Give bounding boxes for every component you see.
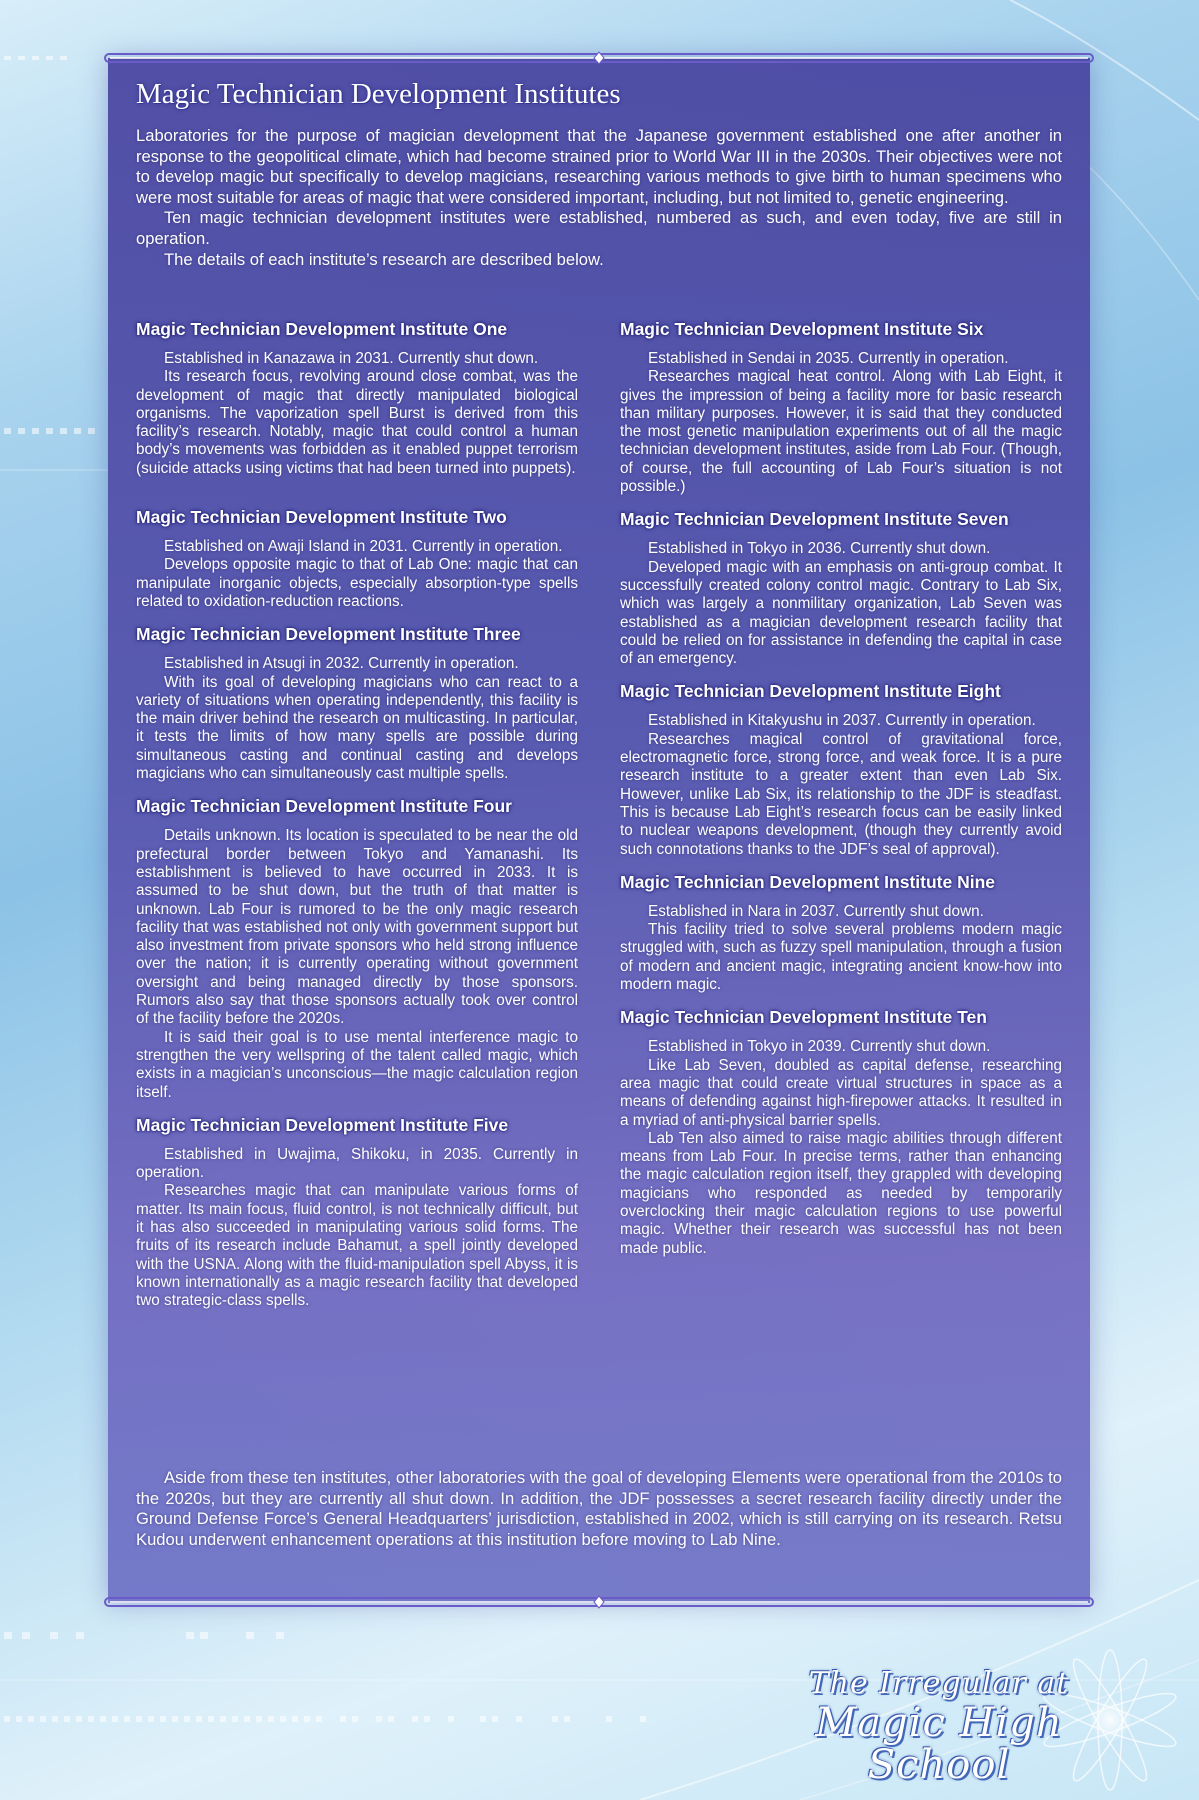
closing-block — [136, 1468, 1062, 1550]
logo-line-1: The Irregular at — [808, 1666, 1070, 1701]
section-paragraph: Researches magic that can manipulate various forms of matter. Its main focus, fluid control, is not technically difficult, but it has also succeeded in manipulating various solid forms. The fruits of its research include Bahamut, a spell jointly developed with the USNA. Along with the fluid-manipulation spell Abyss, it is known internationally as a magic research facility that developed two strategic-class spells. — [136, 1182, 578, 1310]
intro-paragraph: Ten magic technician development institutes were established, numbered as such, and even today, five are still in operation. — [136, 208, 1062, 248]
section-paragraph: Established in Tokyo in 2039. Currently shut down. — [648, 1038, 991, 1056]
section-paragraph: This facility tried to solve several problems modern magic struggled with, such as fuzzy spell manipulation, through a fusion of modern and ancient magic, integrating ancient know-how into modern magic. — [620, 921, 1062, 994]
section-heading: Magic Technician Development Institute Nine — [620, 871, 996, 892]
bottom-frame-ornament — [104, 1594, 1094, 1610]
section-heading: Magic Technician Development Institute Three — [136, 624, 521, 645]
institute-six-section — [620, 318, 1062, 496]
section-paragraph: Established in Uwajima, Shikoku, in 2035. Currently in operation. — [136, 1145, 578, 1182]
section-paragraph: Like Lab Seven, doubled as capital defense, researching area magic that could create virtual structures in space as a means of defending against high-firepower attacks. It resulted in a myriad of anti-physical barrier spells. — [620, 1056, 1062, 1129]
section-paragraph: Established on Awaji Island in 2031. Currently in operation. — [164, 538, 563, 556]
section-paragraph: Developed magic with an emphasis on anti-group combat. It successfully created colony control magic. Contrary to Lab Six, which was largely a nonmilitary organization, Lab Seven was established as a magician development research facility that could be relied on for assistance in defending the capital in case of an emergency. — [620, 558, 1062, 668]
section-paragraph: Lab Ten also aimed to raise magic abilities through different means from Lab Four. In precise terms, rather than enhancing the magic calculation region itself, they grappled with developing magicians who responded as needed by temporarily overclocking their magic calculation regions to use powerful magic. Whether their research was successful has not been made public. — [620, 1129, 1062, 1257]
institute-nine-section — [620, 871, 1062, 994]
right-column — [620, 318, 1062, 1258]
section-heading: Magic Technician Development Institute Two — [136, 507, 507, 528]
institute-ten-section — [620, 1006, 1062, 1258]
institute-seven-section — [620, 508, 1062, 668]
section-paragraph: Researches magical heat control. Along with Lab Eight, it gives the impression of being a facility more for basic research than military purposes. However, it is said that they conducted the most genetic manipulation experiments out of all the magic technician development institutes, aside from Lab Four. (Though, of course, the full accounting of Lab Four’s situation is not possible.) — [620, 368, 1062, 496]
closing-paragraph: Aside from these ten institutes, other laboratories with the goal of developing Elements were operational from the 2010s to the 2020s, but they are currently all shut down. In addition, the JDF possesses a secret research facility directly under the Ground Defense Force’s General Headquarters’ jurisdiction, established in 2002, which is still carrying on its research. Retsu Kudou underwent enhancement operations at this institution before moving to Lab Nine. — [136, 1468, 1062, 1549]
institute-one-section — [136, 318, 578, 478]
logo-line-2: Magic High School — [815, 1700, 1063, 1788]
institute-two-section — [136, 506, 578, 611]
section-paragraph: Established in Nara in 2037. Currently shut down. — [648, 902, 984, 920]
section-paragraph: Its research focus, revolving around close combat, was the development of magic that directly manipulated biological organisms. The vaporization spell Burst is derived from this facility’s research. Notably, magic that could control a human body’s movements was forbidden as it enabled puppet terrorism (suicide attacks using victims that had been turned into puppets). — [136, 368, 578, 477]
institute-three-section — [136, 623, 578, 783]
intro-paragraph: Laboratories for the purpose of magician development that the Japanese government established one after another in response to the geopolitical climate, which had become strained prior to World War III in the 2030s. Their objectives were not to develop magic but specifically to develop magicians, researching various methods to give birth to human specimens who were most suitable for areas of magic that were considered important, including, but not limited to, genetic engineering. — [136, 126, 1062, 207]
section-heading: Magic Technician Development Institute Five — [136, 1114, 509, 1135]
section-paragraph: Established in Kitakyushu in 2037. Currently in operation. — [648, 712, 1036, 730]
section-paragraph: It is said their goal is to use mental interference magic to strengthen the very wellspring of the talent called magic, which exists in a magician’s unconscious—the magic calculation region itself. — [136, 1028, 578, 1101]
institute-eight-section — [620, 680, 1062, 858]
section-paragraph: Researches magical control of gravitational force, electromagnetic force, strong force, and weak force. It is a pure research institute to a greater extent than even Lab Six. However, unlike Lab Six, its relationship to the JDF is steadfast. This is because Lab Eight’s research focus can be easily linked to nuclear weapons development, (though they currently avoid such connotations thanks to the JDF’s seal of approval). — [620, 730, 1062, 858]
left-column — [136, 318, 578, 1310]
section-paragraph: Established in Sendai in 2035. Currently in operation. — [648, 350, 1009, 367]
section-paragraph: With its goal of developing magicians who can react to a variety of situations when operating independently, this facility is the main driver behind the research on multicasting. In particular, it tests the limits of how many spells are possible during simultaneous casting and continual casting and develops magicians who can simultaneously cast multiple spells. — [136, 673, 578, 783]
institute-five-section — [136, 1114, 578, 1311]
section-heading: Magic Technician Development Institute Six — [620, 319, 984, 339]
section-paragraph: Develops opposite magic to that of Lab One: magic that can manipulate inorganic objects, especially absorption-type spells related to oxidation-reduction reactions. — [136, 556, 578, 610]
section-heading: Magic Technician Development Institute Four — [136, 796, 512, 817]
page-title: Magic Technician Development Institutes — [136, 78, 621, 110]
intro-paragraph: The details of each institute’s research are described below. — [164, 249, 604, 269]
section-heading: Magic Technician Development Institute One — [136, 319, 508, 339]
section-paragraph: Established in Tokyo in 2036. Currently shut down. — [648, 540, 991, 558]
section-heading: Magic Technician Development Institute Eight — [620, 681, 1001, 702]
intro-block — [136, 126, 1062, 270]
institute-four-section — [136, 795, 578, 1101]
series-logo — [744, 1666, 1134, 1786]
section-heading: Magic Technician Development Institute Seven — [620, 509, 1009, 530]
section-heading: Magic Technician Development Institute Ten — [620, 1007, 987, 1028]
section-paragraph: Details unknown. Its location is speculated to be near the old prefectural border between Tokyo and Yamanashi. Its establishment is believed to have occurred in 2033. It is assumed to be shut down, but the truth of that matter is unknown. Lab Four is rumored to be the only magic research facility that was established not only with government support but also investment from private sponsors who held strong influence over the nation; it is currently operating without government oversight and being managed directly by those sponsors. Rumors also say that those sponsors actually took over control of the facility before the 2020s. — [136, 827, 578, 1028]
section-paragraph: Established in Kanazawa in 2031. Currently shut down. — [164, 350, 539, 367]
section-paragraph: Established in Atsugi in 2032. Currently in operation. — [164, 655, 519, 673]
top-frame-ornament — [104, 50, 1094, 66]
